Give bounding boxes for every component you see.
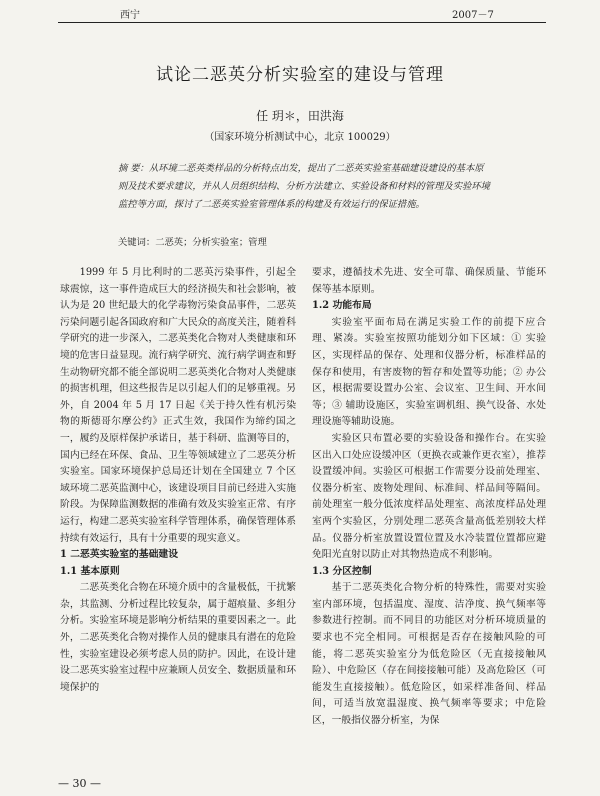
abstract: 摘 要：从环境二恶英类样品的分析特点出发，提出了二恶英实验室基础建设建设的基本原则及技术要求建议，并从人员组织结构、分析方法建立、实验设备和材料的管理及实验环境监控等方面，探讨了二恶英实验室管理体系的构建及有效运行的保证措施。 [118, 163, 490, 210]
affiliation: （国家环境分析测试中心，北京 100029） [204, 132, 396, 143]
authors: 任 玥＊，田洪海 [256, 109, 344, 123]
layout-paragraph: 实验室平面布局在满足实验工作的前提下应合理、紧凑。实验室按照功能划分如下区域：① 实验区，实现样品的保存、处理和仪器分析，标准样品的保存和使用，有害废物的暂存和处置等功能；② 办公区，根据需要设置办公室、会议室、卫生间、开水间等；③ 辅助设施区，实验室调机组、换气设备、水处理设施等辅助设施。 [312, 316, 546, 428]
running-header-date: 2007－7 [452, 10, 494, 21]
right-column [312, 265, 546, 730]
continued-paragraph: 要求，遵循技术先进、安全可靠、确保质量、节能环保等基本原则。 [312, 267, 546, 295]
subsection-heading-1-3: 1.3 分区控制 [312, 565, 372, 577]
zone-control-paragraph: 基于二恶英类化合物分析的特殊性，需要对实验室内部环境，包括温度、湿度、洁净度、换气频率等参数进行控制。而不同目的功能区对分析环境质量的要求也不完全相同。可根据是否存在接触风险的可能，将二恶英实验室分为低危险区（无直接接触风险）、中危险区（存在间接接触可能）及高危险区（可能发生直接接触）。低危险区，如采样准备间、样品间，可适当放宽温湿度、换气频率等要求；中危险区，一般指仪器分析室，为保 [312, 582, 546, 727]
subsection-heading-1-2: 1.2 功能布局 [312, 300, 372, 312]
page-number: — 30 — [58, 777, 101, 790]
basic-principles-paragraph: 二恶英类化合物在环境介质中的含量极低，干扰繁杂，其监测、分析过程比较复杂，属于超痕量、多组分分析。实验室环境是影响分析结果的重要因素之一。此外，二恶英类化合物对操作人员的健康具有潜在的危险性，实验室建设必须考虑人员的防护。因此，在设计建设二恶英实验室过程中应兼顾人员安全、数据质量和环境保护的 [60, 582, 296, 693]
paper-title: 试论二恶英分析实验室的建设与管理 [156, 65, 444, 85]
left-column [60, 265, 296, 696]
intro-paragraph: 1999 年 5 月比利时的二恶英污染事件，引起全球震惊，这一事件造成巨大的经济损失和社会影响，被认为是 20 世纪最大的化学毒物污染食品事件，二恶英污染问题引起各国政府和广大民众的高度关注，随着科学研究的进一步深入，二恶英类化合物对人类健康和环境的危害日益显现。流行病学研究、流行病学调查和野生动物研究都不能全部说明二恶英类化合物对人类健康的损害机理，但这些报告足以引起人们的足够重视。另外，自 2004 年 5 月 17 日起《关于持久性有机污染物的斯德哥尔摩公约》正式生效，我国作为缔约国之一，履约及原样保护承诺日，基于科研、监测等目的，国内已经在环保、食品、卫生等领域建立了二恶英分析实验室。国家环境保护总局还计划在全国建立 7 个区域环境二恶英监测中心，该建设项目目前已经进入实施阶段。为保障监测数据的准确有效及实验室正常、有序运行，构建二恶英实验室科学管理体系，确保管理体系持续有效运行，具有十分重要的现实意义。 [60, 267, 296, 544]
header-rule [58, 22, 546, 23]
subsection-heading-1-1: 1.1 基本原则 [60, 565, 120, 577]
keywords: 关键词：二恶英；分析实验室；管理 [118, 237, 267, 248]
running-header-journal: 西宁 [120, 10, 140, 21]
lab-area-paragraph: 实验区只布置必要的实验设备和操作台。在实验区出入口处应设缓冲区（更换衣或兼作更衣室），推荐设置缓冲间。实验区可根据工作需要分设前处理室、仪器分析室、废物处理间、标准间、样品间等隔间。前处理室一般分低浓度样品处理室、高浓度样品处理室两个实验区，分别处理二恶英含量高低差别较大样品。仪器分析室放置设置位置及水冷装置位置都应避免阳光直射以防止对其物热造成不利影响。 [312, 432, 546, 561]
section-heading-1: 1 二恶英实验室的基础建设 [60, 549, 178, 561]
